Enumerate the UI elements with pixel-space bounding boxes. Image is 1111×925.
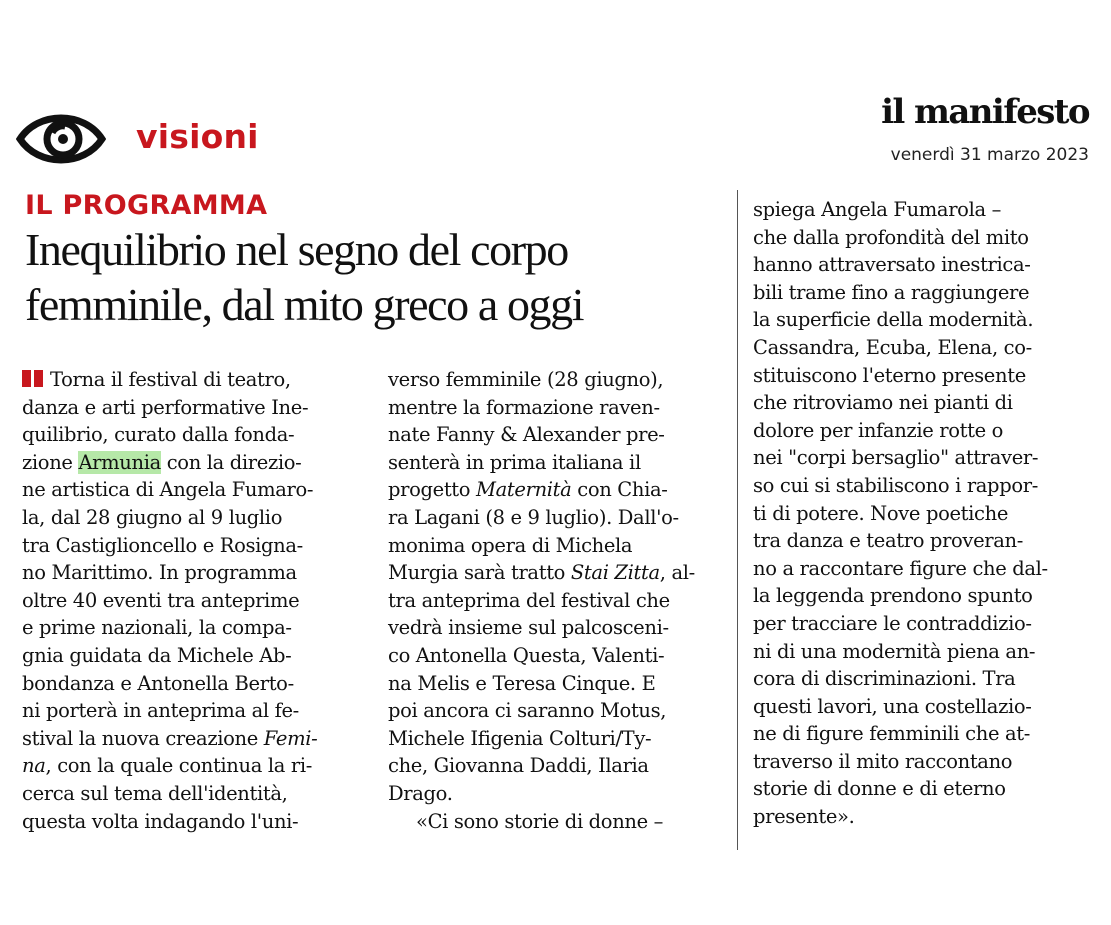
text-line: quilibrio, curato dalla fonda- (22, 423, 295, 447)
text-line: Torna il festival di teatro, (22, 366, 360, 394)
headline-line: Inequilibrio nel segno del corpo (25, 224, 568, 275)
text-line: ti di potere. Nove poetiche (753, 501, 1009, 525)
text-line: ni di una modernità piena an- (753, 639, 1036, 663)
text-line: mentre la formazione raven- (388, 395, 660, 419)
text-line: Murgia sarà tratto Stai Zitta, al- (388, 561, 695, 585)
text-line: monima opera di Michela (388, 533, 633, 557)
lead-marker-icon (22, 366, 50, 394)
text-line: cora di discriminazioni. Tra (753, 667, 1016, 691)
text-line: questi lavori, una costellazio- (753, 694, 1032, 718)
text-line: vedrà insieme sul palcosceni- (388, 616, 669, 640)
text-line: danza e arti performative Ine- (22, 395, 309, 419)
article-column-3 (753, 196, 1091, 831)
text-line: senterà in prima italiana il (388, 450, 641, 474)
text-line: ra Lagani (8 e 9 luglio). Dall'o- (388, 505, 679, 529)
text-line: stival la nuova creazione Femi- (22, 726, 318, 750)
text-line: gnia guidata da Michele Ab- (22, 643, 292, 667)
text-line: dolore per infanzie rotte o (753, 418, 1004, 442)
text-line: tra danza e teatro proveran- (753, 529, 1023, 553)
article-headline (25, 222, 725, 332)
text-line: Michele Ifigenia Colturi/Ty- (388, 726, 652, 750)
text-line: Drago. (388, 781, 453, 805)
text-line: ne di figure femminili che at- (753, 722, 1030, 746)
text-line: poi ancora ci saranno Motus, (388, 699, 667, 723)
text-line: la leggenda prendono spunto (753, 584, 1033, 608)
highlighted-word: Armunia (78, 450, 161, 474)
text-line: Cassandra, Ecuba, Elena, co- (753, 335, 1032, 359)
text-line: presente». (753, 805, 855, 829)
text-line: hanno attraversato inestrica- (753, 253, 1031, 277)
text-line: na Melis e Teresa Cinque. E (388, 671, 656, 695)
text-line: na, con la quale continua la ri- (22, 754, 312, 778)
text-line: traverso il mito raccontano (753, 749, 1013, 773)
text-line: la, dal 28 giugno al 9 luglio (22, 505, 283, 529)
text-line: so cui si stabiliscono i rappor- (753, 473, 1038, 497)
text-line: verso femminile (28 giugno), (388, 368, 664, 391)
text-line: no a raccontare figure che dal- (753, 556, 1048, 580)
article-column-1 (22, 366, 360, 835)
section-label: visioni (136, 117, 259, 156)
text-line: spiega Angela Fumarola – (753, 198, 1001, 221)
text-line: e prime nazionali, la compa- (22, 616, 292, 640)
headline-line: femminile, dal mito greco a oggi (25, 279, 584, 330)
text-line: che ritroviamo nei pianti di (753, 391, 1013, 415)
text-line: cerca sul tema dell'identità, (22, 781, 288, 805)
text-line: nei "corpi bersaglio" attraver- (753, 446, 1039, 470)
text-line: oltre 40 eventi tra anteprime (22, 588, 300, 612)
text-line: «Ci sono storie di donne – (416, 809, 664, 833)
text-line: nate Fanny & Alexander pre- (388, 423, 665, 447)
article-column-2 (388, 366, 724, 835)
text-line: che, Giovanna Daddi, Ilaria (388, 754, 649, 778)
text-line: progetto Maternità con Chia- (388, 478, 668, 502)
text-line: ni porterà in anteprima al fe- (22, 699, 299, 723)
text-line: questa volta indagando l'uni- (22, 809, 299, 833)
text-line: la superficie della modernità. (753, 308, 1034, 332)
text-line: stituiscono l'eterno presente (753, 363, 1026, 387)
newspaper-masthead: il manifesto (881, 92, 1089, 132)
text-line: co Antonella Questa, Valenti- (388, 643, 665, 667)
text-line: tra anteprima del festival che (388, 588, 670, 612)
column-divider (737, 190, 738, 850)
text-line: zione Armunia con la direzio- (22, 450, 302, 474)
text-line: ne artistica di Angela Fumaro- (22, 478, 314, 502)
text-line: storie di donne e di eterno (753, 777, 1006, 801)
text-line: per tracciare le contraddizio- (753, 611, 1032, 635)
eye-icon (16, 108, 106, 170)
article-kicker: IL PROGRAMMA (25, 190, 268, 221)
issue-date: venerdì 31 marzo 2023 (890, 145, 1089, 165)
text-line: che dalla profondità del mito (753, 225, 1029, 249)
text-line: bondanza e Antonella Berto- (22, 671, 294, 695)
text-line: no Marittimo. In programma (22, 561, 297, 585)
text-line: tra Castiglioncello e Rosigna- (22, 533, 303, 557)
text-line: bili trame fino a raggiungere (753, 280, 1030, 304)
